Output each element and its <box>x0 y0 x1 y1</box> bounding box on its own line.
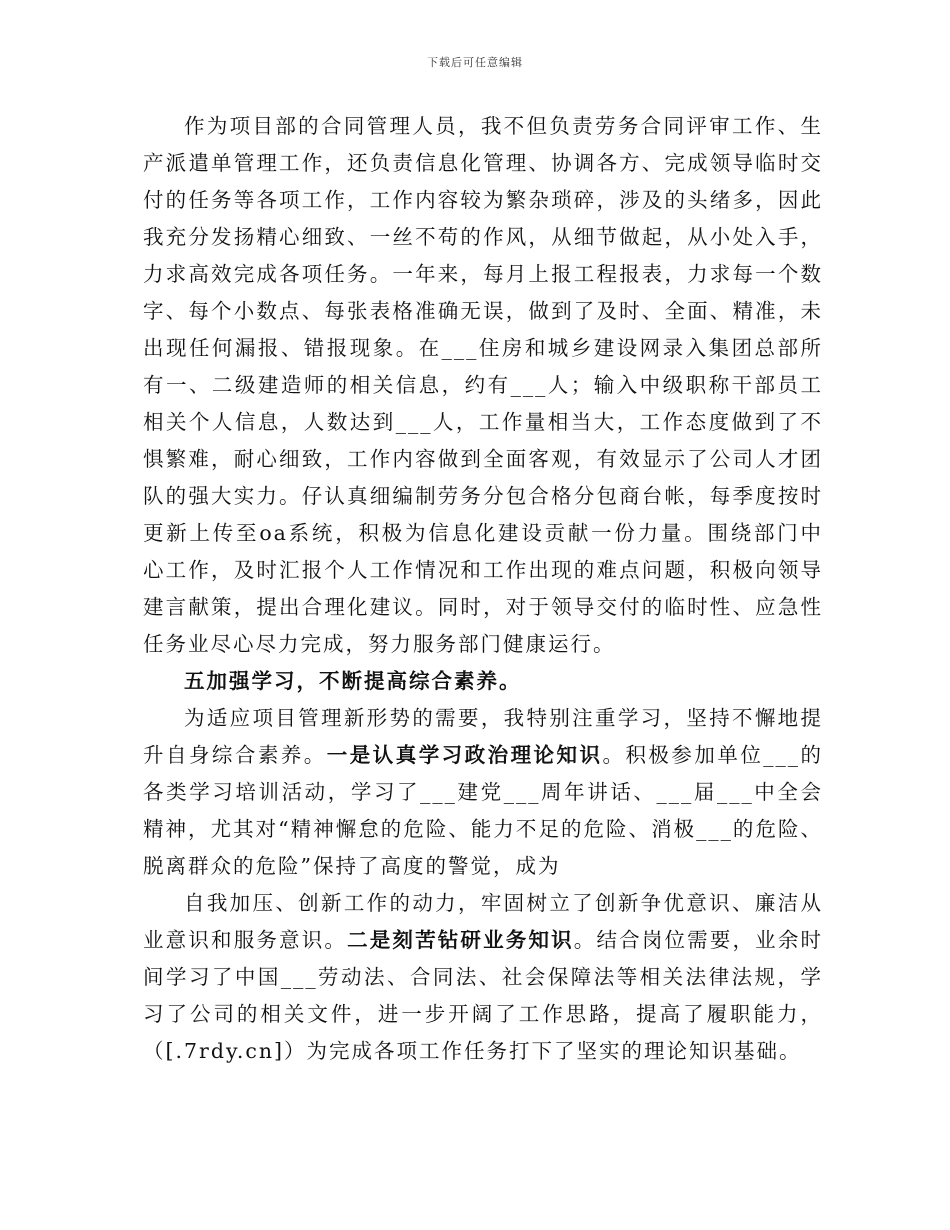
section-heading-learning: 五加强学习，不断提高综合素养。 <box>184 669 522 693</box>
paragraph-self-pressure <box>143 885 823 1070</box>
bold-point-politics: 一是认真学习政治理论知识 <box>326 743 603 767</box>
paragraph-text: 为适应项目管理新形势的需要，我特别注重学习，坚持不懈地提升自身综合素养。 <box>143 706 823 767</box>
paragraph-text: 。积极参加单位___的各类学习培训活动，学习了___建党___周年讲话、___届___中全会精神，尤其对“精神懈怠的危险、能力不足的危险、消极___的危险、脱离群众的危险”保持了高度的警觉，成为 <box>143 743 824 878</box>
bold-point-business: 二是刻苦钻研业务知识 <box>347 928 574 952</box>
document-body <box>143 108 823 1070</box>
paragraph-text: 。结合岗位需要，业余时间学习了中国___劳动法、合同法、社会保障法等相关法律法规，学习了公司的相关文件，进一步开阔了工作思路，提高了履职能力，（[.7rdy.cn]）为完成各项工作任务打下了坚实的理论知识基础。 <box>143 928 824 1063</box>
paragraph-contract-management: 作为项目部的合同管理人员，我不但负责劳务合同评审工作、生产派遣单管理工作，还负责信息化管理、协调各方、完成领导临时交付的任务等各项工作，工作内容较为繁杂琐碎，涉及的头绪多，因此我充分发扬精心细致、一丝不苟的作风，从细节做起，从小处入手，力求高效完成各项任务。一年来，每月上报工程报表，力求每一个数字、每个小数点、每张表格准确无误，做到了及时、全面、精准，未出现任何漏报、错报现象。在___住房和城乡建设网录入集团总部所有一、二级建造师的相关信息，约有___人；输入中级职称干部员工相关个人信息，人数达到___人，工作量相当大，工作态度做到了不惧繁难，耐心细致，工作内容做到全面客观，有效显示了公司人才团队的强大实力。仔认真细编制劳务分包合格分包商台帐，每季度按时更新上传至oa系统，积极为信息化建设贡献一份力量。围绕部门中心工作，及时汇报个人工作情况和工作出现的难点问题，积极向领导建言献策，提出合理化建议。同时，对于领导交付的临时性、应急性任务业尽心尽力完成，努力服务部门健康运行。 <box>143 114 823 656</box>
page-header: 下载后可任意编辑 <box>427 56 523 69</box>
paragraph-text: 自我加压、创新工作的动力，牢固树立了创新争优意识、廉洁从业意识和服务意识。 <box>143 891 823 952</box>
paragraph-learning-intro <box>143 700 823 885</box>
